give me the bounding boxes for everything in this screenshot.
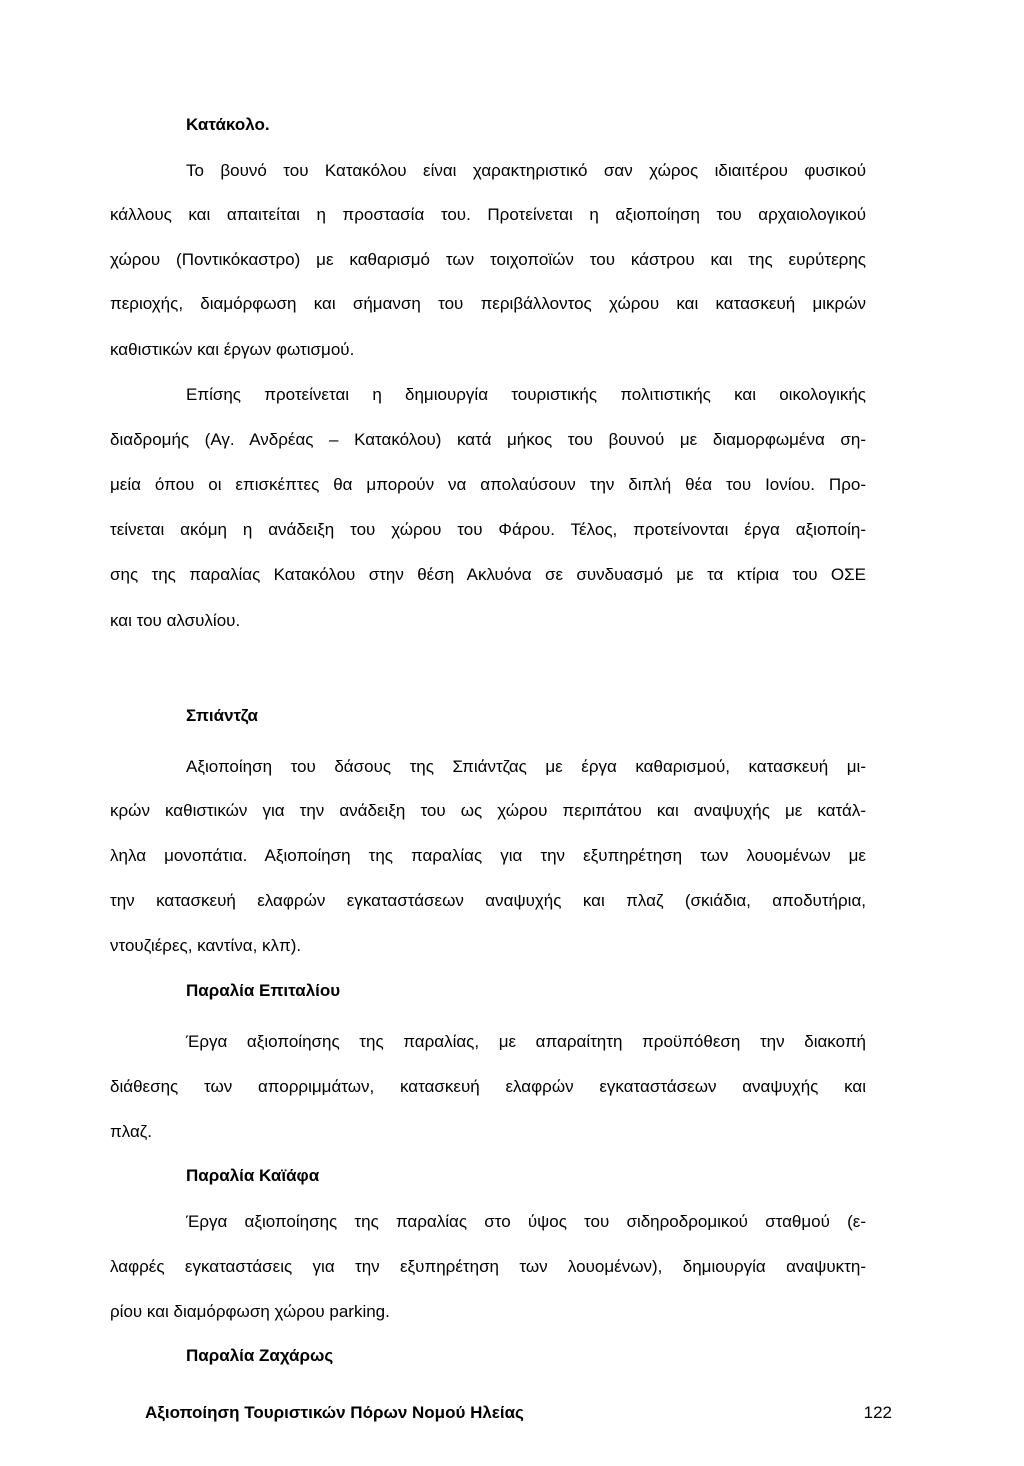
paragraph-line: λαφρές εγκαταστάσεις για την εξυπηρέτηση των λουομένων), δημιουργία αναψυκτη- [110, 1257, 866, 1276]
paragraph-line: Το βουνό του Κατακόλου είναι χαρακτηριστικό σαν χώρος ιδιαιτέρου φυσικού [186, 161, 866, 180]
paragraph-line: Έργα αξιοποίησης της παραλίας, με απαραίτητη προϋπόθεση την διακοπή [186, 1032, 866, 1051]
paragraph-line: Έργα αξιοποίησης της παραλίας στο ύψος του σιδηροδρομικού σταθμού (ε- [186, 1212, 866, 1231]
paragraph-line: ρίου και διαμόρφωση χώρου parking. [110, 1302, 390, 1321]
paragraph-line: ντουζιέρες, καντίνα, κλπ). [110, 936, 302, 955]
paragraph-line: χώρου (Ποντικόκαστρο) με καθαρισμό των τοιχοποϊών του κάστρου και της ευρύτερης [110, 250, 866, 269]
paragraph-line: κάλλους και απαιτείται η προστασία του. Προτείνεται η αξιοποίηση του αρχαιολογικού [110, 205, 866, 224]
paragraph-line: ληλα μονοπάτια. Αξιοποίηση της παραλίας για την εξυπηρέτηση των λουομένων με [110, 846, 866, 865]
section-heading-katakolo: Κατάκολο. [186, 115, 270, 134]
paragraph-line: την κατασκευή ελαφρών εγκαταστάσεων αναψυχής και πλαζ (σκιάδια, αποδυτήρια, [110, 891, 866, 910]
paragraph-line: σης της παραλίας Κατακόλου στην θέση Ακλυόνα σε συνδυασμό με τα κτίρια του ΟΣΕ [110, 565, 866, 584]
paragraph-line: Αξιοποίηση του δάσους της Σπιάντζας με έργα καθαρισμού, κατασκευή μι- [186, 757, 866, 776]
paragraph-line: Επίσης προτείνεται η δημιουργία τουριστικής πολιτιστικής και οικολογικής [186, 385, 866, 404]
paragraph-line: καθιστικών και έργων φωτισμού. [110, 340, 355, 359]
paragraph-line: μεία όπου οι επισκέπτες θα μπορούν να απολαύσουν την διπλή θέα του Ιονίου. Προ- [110, 475, 866, 494]
paragraph-line: και του αλσυλίου. [110, 611, 241, 630]
paragraph-line: πλαζ. [110, 1122, 153, 1141]
paragraph-line: κρών καθιστικών για την ανάδειξη του ως χώρου περιπάτου και αναψυχής με κατάλ- [110, 801, 866, 820]
paragraph-line: περιοχής, διαμόρφωση και σήμανση του περιβάλλοντος χώρου και κατασκευή μικρών [110, 294, 866, 313]
paragraph-line: διαδρομής (Αγ. Ανδρέας – Κατακόλου) κατά μήκος του βουνού με διαμορφωμένα ση- [110, 430, 866, 449]
paragraph-line: τείνεται ακόμη η ανάδειξη του χώρου του Φάρου. Τέλος, προτείνονται έργα αξιοποίη- [110, 520, 866, 539]
paragraph-line: διάθεσης των απορριμμάτων, κατασκευή ελαφρών εγκαταστάσεων αναψυχής και [110, 1077, 866, 1096]
section-heading-zacharo: Παραλία Ζαχάρως [186, 1346, 334, 1365]
footer-title: Αξιοποίηση Τουριστικών Πόρων Νομού Ηλείας [145, 1403, 524, 1422]
section-heading-epitalio: Παραλία Επιταλίου [186, 981, 341, 1000]
section-heading-spiantza: Σπιάντζα [186, 706, 258, 725]
section-heading-kaiafa: Παραλία Καϊάφα [186, 1166, 320, 1185]
page-number: 122 [863, 1403, 892, 1422]
